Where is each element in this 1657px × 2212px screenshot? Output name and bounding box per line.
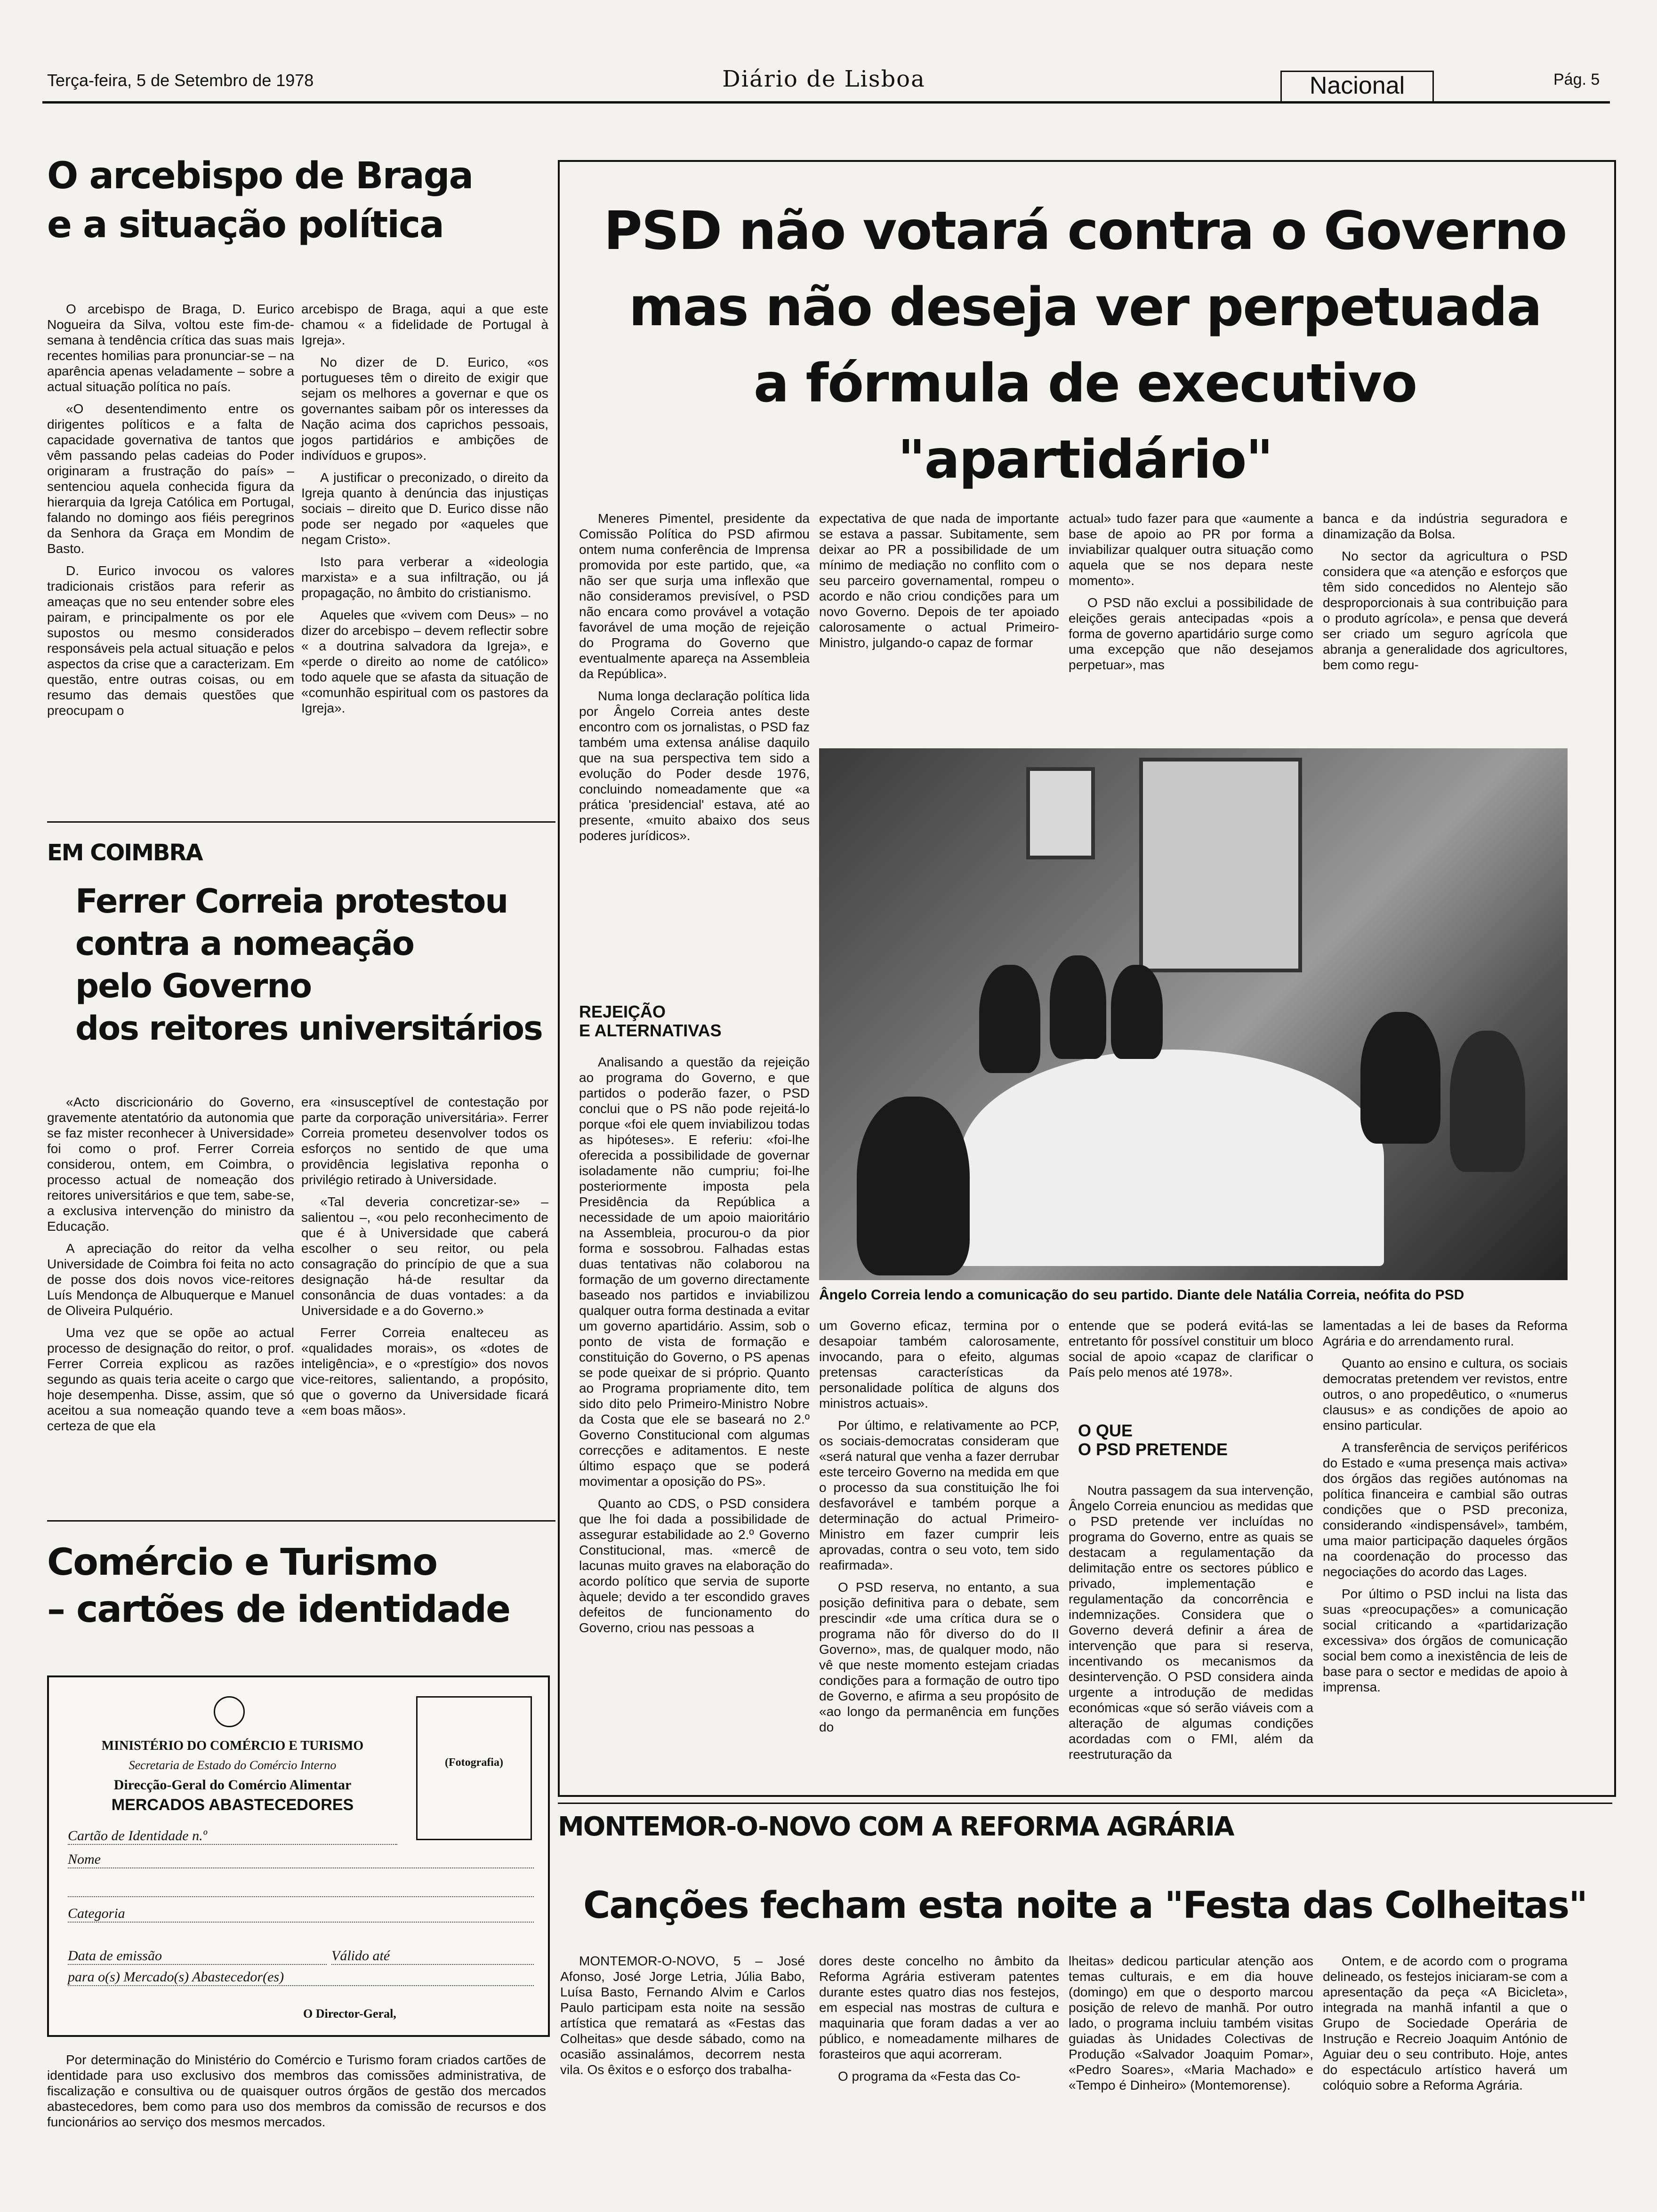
psd-paragraph: expectativa de que nada de importante se estava a passar. Subitamente, sem deixar ao PR a possibilidade de um mínimo de mediação no conflito com o seu parceiro governamental, rompeu o acordo e não criou condições para um novo Governo. Depois de ter apoiado calorosamente o actual Primeiro-Ministro, julgando-o capaz de formar bbox=[819, 511, 1059, 650]
comercio-headline-line: Comércio e Turismo bbox=[47, 1541, 437, 1584]
coimbra-headline-line: pelo Governo bbox=[75, 967, 312, 1005]
braga-column-2 bbox=[301, 301, 548, 722]
coimbra-kicker: EM COIMBRA bbox=[47, 840, 202, 866]
photo-person bbox=[857, 1097, 970, 1275]
coimbra-headline bbox=[75, 880, 555, 1050]
psd-headline bbox=[565, 193, 1605, 498]
psd-headline-line: PSD não votará contra o Governo bbox=[603, 200, 1567, 262]
montemor-column-3 bbox=[1069, 1953, 1313, 2100]
column-divider bbox=[47, 1520, 555, 1522]
card-ministry: MINISTÉRIO DO COMÉRCIO E TURISMO bbox=[101, 1739, 364, 1753]
card-field-markets: para o(s) Mercado(s) Abastecedor(es) bbox=[68, 1969, 534, 1986]
subhead-pretende-line: O QUE bbox=[1078, 1421, 1133, 1440]
braga-paragraph: O arcebispo de Braga, D. Eurico Nogueira da Silva, voltou este fim-de-semana à tendência crítica das suas mais recentes homilias para pronunciar-se – na aparência apenas veladamente – sobre a actual situação política no país. bbox=[47, 302, 294, 394]
coimbra-paragraph: «Acto discricionário do Governo, gravemente atentatório da autonomia que se faz mister reconhecer à Universidade» foi como o prof. Ferrer Correia considerou, ontem, em Coimbra, o processo actual de nomeação dos reitores universitários e que tem, sabe-se, a exclusiva intervenção do ministro da Educação. bbox=[47, 1095, 294, 1234]
montemor-paragraph: O programa da «Festa das Co- bbox=[838, 2069, 1021, 2084]
photo-placeholder-label: (Fotografia) bbox=[445, 1756, 503, 1769]
card-field-issue: Data de emissão bbox=[68, 1948, 327, 1965]
card-markets-title: MERCADOS ABASTECEDORES bbox=[111, 1796, 354, 1814]
coimbra-paragraph: «Tal deveria concretizar-se» – salientou –, «ou pelo reconhecimento de que é à Universidade que caberá escolher o seu reitor, ou pela consagração do princípio de que a sua designação há-de resultar da consonância de duas vontades: a da Universidade e a do Governo.» bbox=[301, 1194, 548, 1318]
press-conference-photo bbox=[819, 748, 1568, 1280]
montemor-headline: Canções fecham esta noite a "Festa das Colheitas" bbox=[583, 1884, 1587, 1927]
psd-column-1-lower bbox=[579, 1054, 810, 1642]
card-field-number: Cartão de Identidade n.º bbox=[68, 1828, 397, 1845]
psd-paragraph: um Governo eficaz, termina por o desapoiar também calorosamente, invocando, para o efeito, algumas pretensas características da personalidade política de alguns dos ministros actuais». bbox=[819, 1318, 1059, 1411]
braga-paragraph: D. Eurico invocou os valores tradicionais cristãos para referir as ameaças que no seu entender sobre eles pairam, e principalmente os por ele supostos ou mesmo considerados responsáveis pela actual situação e pelos aspectos da crise que a caracterizam. Em questão, entre outras coisas, ou em resumo das demais questões que preocupam o bbox=[47, 563, 294, 718]
subhead-rejeicao-line: REJEIÇÃO bbox=[579, 1002, 666, 1021]
subhead-pretende-line: O PSD PRETENDE bbox=[1078, 1440, 1228, 1459]
section-label: Nacional bbox=[1280, 71, 1434, 103]
montemor-paragraph: lheitas» dedicou particular atenção aos temas culturais, e em dia houve (domingo) em que o desporto marcou posição de relevo de manhã. Por outro lado, o programa incluiu também visitas guiadas às Unidades Colectivas de Produção «Salvador Joaquim Pomar», «Pedro Soares», «Maria Machado» e «Tempo é Dinheiro» (Montemorense). bbox=[1069, 1954, 1313, 2092]
column-divider bbox=[558, 1803, 1612, 1804]
montemor-paragraph: dores deste concelho no âmbito da Reforma Agrária estiveram patentes durante estes quatro dias nos festejos, em especial nas mostras de cultura e maquinaria que foram dadas a ver ao público, e nomeadamente milhares de forasteiros que aqui acorreram. bbox=[819, 1954, 1059, 2061]
braga-headline-line-2: e a situação política bbox=[47, 203, 443, 246]
subhead-rejeicao-line: E ALTERNATIVAS bbox=[579, 1021, 722, 1040]
psd-column-1 bbox=[579, 511, 810, 850]
subhead-rejeicao bbox=[579, 1002, 810, 1040]
psd-paragraph: Noutra passagem da sua intervenção, Ângelo Correia enunciou as medidas que o PSD pretende ver incluídas no programa do Governo, entre as quais se destacam a regulamentação da delimitação entre os sectores público e privado, implementação e regulamentação da concorrência e indemnizações. Considera que o Governo deverá definir a área de intervenção que para si reserva, incentivando os mecanismos da desintervenção. O PSD considera ainda urgente a introdução de medidas económicas «que só serão viáveis com a alteração de algumas condições acordadas com o FMI, além da reestruturação da bbox=[1069, 1483, 1313, 1762]
psd-column-2 bbox=[819, 511, 1059, 657]
braga-paragraph: Isto para verberar a «ideologia marxista» e a sua infiltração, ou já propagação, no âmbito do cristianismo. bbox=[301, 554, 548, 600]
psd-column-3-lower bbox=[1069, 1318, 1313, 1387]
coimbra-column-2 bbox=[301, 1094, 548, 1425]
comercio-headline bbox=[47, 1539, 555, 1633]
photo-person bbox=[1111, 965, 1163, 1059]
psd-paragraph: No sector da agricultura o PSD considera que «a atenção e esforços que têm sido concedidos no Alentejo são desproporcionais à sua contribuição para o produto agrícola», e pensa que deverá ser criado um seguro agrícola que abranja a generalidade dos agricultores, bem como regu- bbox=[1323, 549, 1568, 672]
montemor-column-2 bbox=[819, 1953, 1059, 2091]
coimbra-paragraph: era «insusceptível de contestação por parte da corporação universitária». Ferrer Correia prometeu desenvolver todos os esforços no sentido de que uma providência legislativa reponha o privilégio retirado à Universidade. bbox=[301, 1095, 548, 1187]
psd-column-3 bbox=[1069, 511, 1313, 679]
psd-paragraph: Numa longa declaração política lida por Ângelo Correia antes deste encontro com os jornalistas, o PSD faz também uma extensa análise daquilo que na sua perspectiva tem sido a evolução do Poder desde 1976, concluindo nomeadamente que «a prática 'presidencial' estava, até ao presente, «muito abaixo dos seus poderes jurídicos». bbox=[579, 689, 810, 843]
subhead-pretende bbox=[1078, 1421, 1304, 1459]
braga-paragraph: No dizer de D. Eurico, «os portugueses têm o direito de exigir que sejam os melhores a governar e que os governantes saibam pôr os interesses da Nação acima dos caprichos pessoais, jogos partidários e ambições de indivíduos e grupos». bbox=[301, 355, 548, 463]
masthead-paper-name: Diário de Lisboa bbox=[722, 66, 925, 92]
coimbra-paragraph: A apreciação do reitor da velha Universidade de Coimbra foi feita no acto de posse dos dois novos vice-reitores Luís Mendonça de Albuquerque e Manuel de Oliveira Pulquério. bbox=[47, 1241, 294, 1318]
psd-column-2-lower bbox=[819, 1318, 1059, 1741]
coimbra-headline-line: contra a nomeação bbox=[75, 924, 414, 963]
column-divider bbox=[47, 821, 555, 823]
psd-paragraph: Meneres Pimentel, presidente da Comissão Política do PSD afirmou ontem numa conferência de Imprensa promovida por este partido, que, «a não ser que surja uma inflexão que não consideramos previsível, o PSD não encara como provável a votação favorável de uma moção de rejeição do Programa do Governo que eventualmente apareça na Assembleia da República». bbox=[579, 511, 810, 681]
coimbra-headline-line: Ferrer Correia protestou bbox=[75, 882, 508, 921]
card-field-valid: Válido até bbox=[331, 1948, 534, 1965]
psd-paragraph: actual» tudo fazer para que «aumente a base de apoio ao PR por forma a inviabilizar qualquer outra situação como aquela que se nos depara neste momento». bbox=[1069, 511, 1313, 588]
coimbra-paragraph: Uma vez que se opõe ao actual processo de designação do reitor, o prof. Ferrer Correia explicou as razões segundo as quais teria aceite o cargo que hoje desempenha. Disse, assim, que só aceitou a sua nomeação quando teve a certeza de que ela bbox=[47, 1325, 294, 1433]
photo-caption: Ângelo Correia lendo a comunicação do seu partido. Diante dele Natália Correia, neófita do PSD bbox=[819, 1287, 1464, 1303]
psd-paragraph: Por último, e relativamente ao PCP, os sociais-democratas consideram que «será natural que venha a fazer derrubar este terceiro Governo na medida em que o processo da sua constituição lhe foi desfavorável e também porque a determinação do actual Primeiro-Ministro em fazer cumprir leis aprovadas, contra o seu voto, tem sido reafirmada». bbox=[819, 1418, 1059, 1572]
psd-paragraph: O PSD não exclui a possibilidade de eleições gerais antecipadas «pois a forma de governo apartidário surge como uma excepção que não desejamos perpetuar», mas bbox=[1069, 595, 1313, 672]
coimbra-paragraph: Ferrer Correia enalteceu as «qualidades morais», os «dotes de inteligência», e o «prestígio» dos novos vice-reitores, salientando, a propósito, que o governo da Universidade ficará «em boas mãos». bbox=[301, 1325, 548, 1418]
psd-headline-line: mas não deseja ver perpetuada bbox=[628, 277, 1542, 338]
psd-column-4-lower bbox=[1323, 1318, 1568, 1701]
braga-paragraph: «O desentendimento entre os dirigentes políticos e a falta de capacidade governativa de tantos que vêm passando pelas cadeias do Poder originaram a frustração do país» – sentenciou aquela conhecida figura da hierarquia da Igreja Católica em Portugal, falando no domingo aos fiéis peregrinos da Senhora da Graça em Mondim de Basto. bbox=[47, 401, 294, 556]
comercio-body bbox=[47, 2052, 546, 2136]
coimbra-column-1 bbox=[47, 1094, 294, 1440]
montemor-paragraph: MONTEMOR-O-NOVO, 5 – José Afonso, José Jorge Letria, Júlia Babo, Luísa Basto, Fernando Alvim e Carlos Paulo participam esta noite na sessão artística que rematará as «Festas das Colheitas» que desde sábado, como na ocasião assinalámos, decorrem nesta vila. Os êxitos e o esforço dos trabalha- bbox=[560, 1954, 805, 2077]
psd-paragraph: Analisando a questão da rejeição ao programa do Governo, e que partidos o poderão fazer, o PSD conclui que o PS não pode rejeitá-lo porque «foi ele quem inviabilizou todas as hipóteses». E referiu: «foi-lhe oferecida a possibilidade de governar isoladamente não cumpriu; foi-lhe posteriormente imposta pela Presidência da República a necessidade de um apoio maioritário na Assembleia, procurou-o da pior forma e sossobrou. Falhadas estas duas tentativas não colaborou na formação de um governo directamente baseado nos partidos e inviabilizou qualquer outra forma destinada a evitar um governo apartidário. Assim, sob o ponto de vista de formação e constituição do Governo, o PS apenas se pode queixar de si próprio. Quanto ao Programa propriamente dito, tem sido dito pelo Primeiro-Ministro Nobre da Costa que ele se baseará no 2.º Governo Constitucional com algumas correcções e aditamentos. E neste último espaço que se poderá movimentar a oposição do PS». bbox=[579, 1055, 810, 1489]
psd-paragraph: Por último o PSD inclui na lista das suas «preocupações» a comunicação social criticando a «partidarização excessiva» dos órgãos de comunicação social bem como a inexistência de leis de base para o sector e medidas de apoio à imprensa. bbox=[1323, 1587, 1568, 1694]
comercio-headline-line: – cartões de identidade bbox=[47, 1588, 510, 1631]
card-directorate: Direcção-Geral do Comércio Alimentar bbox=[113, 1777, 352, 1793]
page-number: Pág. 5 bbox=[1553, 71, 1600, 88]
coat-of-arms-icon bbox=[214, 1696, 245, 1727]
card-secretariat: Secretaria de Estado do Comércio Interno bbox=[129, 1758, 337, 1772]
photo-person bbox=[1050, 955, 1106, 1059]
masthead-date: Terça-feira, 5 de Setembro de 1978 bbox=[47, 71, 314, 90]
masthead-rule bbox=[42, 101, 1610, 104]
card-blank-line bbox=[68, 1882, 534, 1897]
photo-frame-element bbox=[1026, 767, 1095, 859]
psd-paragraph: lamentadas a lei de bases da Reforma Agrária e do arrendamento rural. bbox=[1323, 1318, 1568, 1348]
braga-headline bbox=[47, 155, 541, 246]
psd-column-4 bbox=[1323, 511, 1568, 679]
psd-paragraph: O PSD reserva, no entanto, a sua posição definitiva para o debate, sem prescindir «de uma crítica dura se o programa não fôr diverso do do II Governo», mas, de qualquer modo, não vê que neste momento estejam criadas condições para a formação de outro tipo de Governo, e afirma a seu propósito de «ao longo da permanência em funções do bbox=[819, 1580, 1059, 1734]
photo-person bbox=[1360, 1012, 1440, 1144]
psd-paragraph: Quanto ao ensino e cultura, os sociais democratas pretendem ver revistos, entre outros, o ano propedêutico, o «numerus clausus» e as condições de apoio ao ensino particular. bbox=[1323, 1356, 1568, 1433]
braga-paragraph: Aqueles que «vivem com Deus» – no dizer do arcebispo – devem reflectir sobre « a doutrina salvadora da Igreja», e «perde o direito ao nome de católico» todo aquele que se afasta da situação de «comunhão espiritual com os pastores da Igreja». bbox=[301, 608, 548, 715]
photo-placeholder bbox=[416, 1696, 532, 1840]
photo-person bbox=[979, 965, 1040, 1073]
comercio-paragraph: Por determinação do Ministério do Comércio e Turismo foram criados cartões de identidade para uso exclusivo dos membros das comissões administrativa, de fiscalização e consultiva ou de quaisquer outros órgãos de gestão dos mercados abastecedores, bem como para uso dos membros da comissão de recursos e dos funcionários ao serviço dos mesmos mercados. bbox=[47, 2052, 546, 2129]
braga-headline-line-1: O arcebispo de Braga bbox=[47, 155, 473, 197]
montemor-paragraph: Ontem, e de acordo com o programa delineado, os festejos iniciaram-se com a apresentação da peça «A Bicicleta», integrada na manhã infantil a que o Grupo de Sociedade Operária de Instrução e Recreio Joaquim António de Aguiar deu o seu contributo. Hoje, antes do espectáculo artístico haverá um colóquio sobre a Reforma Agrária. bbox=[1323, 1954, 1568, 2092]
montemor-kicker: MONTEMOR-O-NOVO COM A REFORMA AGRÁRIA bbox=[558, 1811, 1234, 1842]
psd-column-3-body bbox=[1069, 1483, 1313, 1769]
psd-headline-line: a fórmula de executivo "apartidário" bbox=[753, 353, 1417, 490]
psd-paragraph: entende que se poderá evitá-las se entretanto fôr possível constituir um bloco social de apoio «capaz de clarificar o País pelo menos até 1978». bbox=[1069, 1318, 1313, 1379]
braga-column-1 bbox=[47, 301, 294, 725]
photo-table bbox=[960, 1050, 1384, 1266]
photo-person bbox=[1450, 1031, 1525, 1172]
card-field-name: Nome bbox=[68, 1851, 534, 1868]
montemor-column-4 bbox=[1323, 1953, 1568, 2100]
coimbra-headline-line: dos reitores universitários bbox=[75, 1009, 542, 1048]
braga-paragraph: arcebispo de Braga, aqui a que este chamou « a fidelidade de Portugal à Igreja». bbox=[301, 302, 548, 347]
card-signature: O Director-Geral, bbox=[303, 2007, 396, 2020]
psd-paragraph: A transferência de serviços periféricos do Estado e «uma presença mais activa» dos órgãos das regiões autónomas na política financeira e cambial são outras condições que o PSD preconiza, considerando «indispensável», também, uma maior participação daqueles órgãos na coordenação do processo das negociações do acordo das Lages. bbox=[1323, 1440, 1568, 1579]
psd-paragraph: banca e da indústria seguradora e dinamização da Bolsa. bbox=[1323, 511, 1568, 541]
psd-paragraph: Quanto ao CDS, o PSD considera que lhe foi dada a possibilidade de assegurar estabilidade ao 2.º Governo Constitucional, mas. «mercê de lacunas muito graves na elaboração do acordo político que servia de suporte àquele; devido a ter escondido graves defeitos de funcionamento do Governo, criou nas pessoas a bbox=[579, 1496, 810, 1635]
braga-paragraph: A justificar o preconizado, o direito da Igreja quanto à denúncia das injustiças sociais – direito que D. Eurico disse não pode ser negado por «aqueles que negam Cristo». bbox=[301, 470, 548, 547]
card-field-category: Categoria bbox=[68, 1906, 534, 1923]
identity-card-illustration bbox=[47, 1675, 550, 2037]
photo-window bbox=[1139, 758, 1302, 972]
montemor-column-1 bbox=[560, 1953, 805, 2084]
